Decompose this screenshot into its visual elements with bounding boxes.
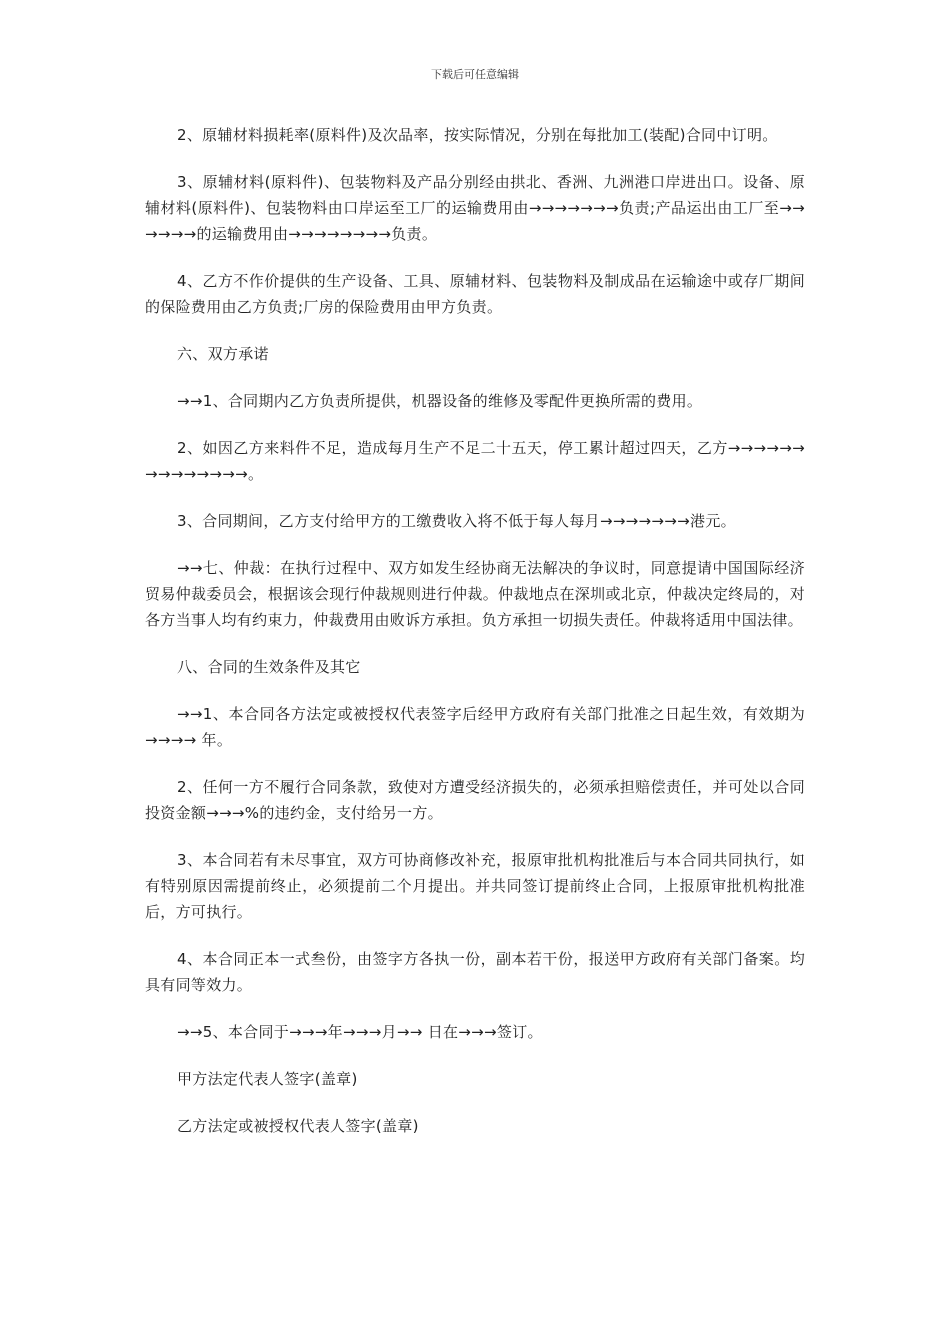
page-header: 下载后可任意编辑 xyxy=(431,68,519,81)
commitment-2-material-shortage: 2、如因乙方来料件不足，造成每月生产不足二十五天，停工累计超过四天，乙方→→→→→→→→→→→→→→。 xyxy=(145,439,805,483)
section-heading-effectiveness: 八、合同的生效条件及其它 xyxy=(177,658,361,676)
effect-2-penalty: 2、任何一方不履行合同条款，致使对方遭受经济损失的，必须承担赔偿责任，并可处以合同投资金额→→→%的违约金，支付给另一方。 xyxy=(145,778,805,822)
document-body xyxy=(145,122,805,1160)
clause-2-material-loss: 2、原辅材料损耗率(原料件)及次品率，按实际情况，分别在每批加工(装配)合同中订明。 xyxy=(177,126,778,144)
signature-party-b: 乙方法定或被授权代表人签字(盖章) xyxy=(177,1117,419,1135)
clause-4-insurance: 4、乙方不作价提供的生产设备、工具、原辅材料、包装物料及制成品在运输途中或存厂期间的保险费用由乙方负责;厂房的保险费用由甲方负责。 xyxy=(145,272,805,316)
signature-party-a: 甲方法定代表人签字(盖章) xyxy=(177,1070,358,1088)
effect-5-signing-date: →→5、本合同于→→→年→→→月→→ 日在→→→签订。 xyxy=(177,1023,543,1041)
commitment-3-processing-fee: 3、合同期间，乙方支付给甲方的工缴费收入将不低于每人每月→→→→→→→港元。 xyxy=(177,512,736,530)
section-heading-commitments: 六、双方承诺 xyxy=(177,345,269,363)
commitment-1-maintenance: →→1、合同期内乙方负责所提供，机器设备的维修及零配件更换所需的费用。 xyxy=(177,392,703,410)
section-arbitration: →→七、仲裁：在执行过程中、双方如发生经协商无法解决的争议时，同意提请中国国际经济贸易仲裁委员会，根据该会现行仲裁规则进行仲裁。仲裁地点在深圳或北京，仲裁决定终局的，对各方当事人均有约束力，仲裁费用由败诉方承担。负方承担一切损失责任。仲裁将适用中国法律。 xyxy=(145,559,805,629)
effect-3-supplement: 3、本合同若有未尽事宜，双方可协商修改补充，报原审批机构批准后与本合同共同执行，如有特别原因需提前终止，必须提前二个月提出。并共同签订提前终止合同，上报原审批机构批准后，方可执行。 xyxy=(145,851,805,921)
effect-4-copies: 4、本合同正本一式叁份，由签字方各执一份，副本若干份，报送甲方政府有关部门备案。均具有同等效力。 xyxy=(145,950,805,994)
effect-1-validity: →→1、本合同各方法定或被授权代表签字后经甲方政府有关部门批准之日起生效，有效期为→→→→ 年。 xyxy=(145,705,805,749)
clause-3-import-export: 3、原辅材料(原料件)、包装物料及产品分别经由拱北、香洲、九洲港口岸进出口。设备、原辅材料(原料件)、包装物料由口岸运至工厂的运输费用由→→→→→→→负责;产品运出由工厂至→→→→→→的运输费用由→→→→→→→→负责。 xyxy=(145,173,805,243)
